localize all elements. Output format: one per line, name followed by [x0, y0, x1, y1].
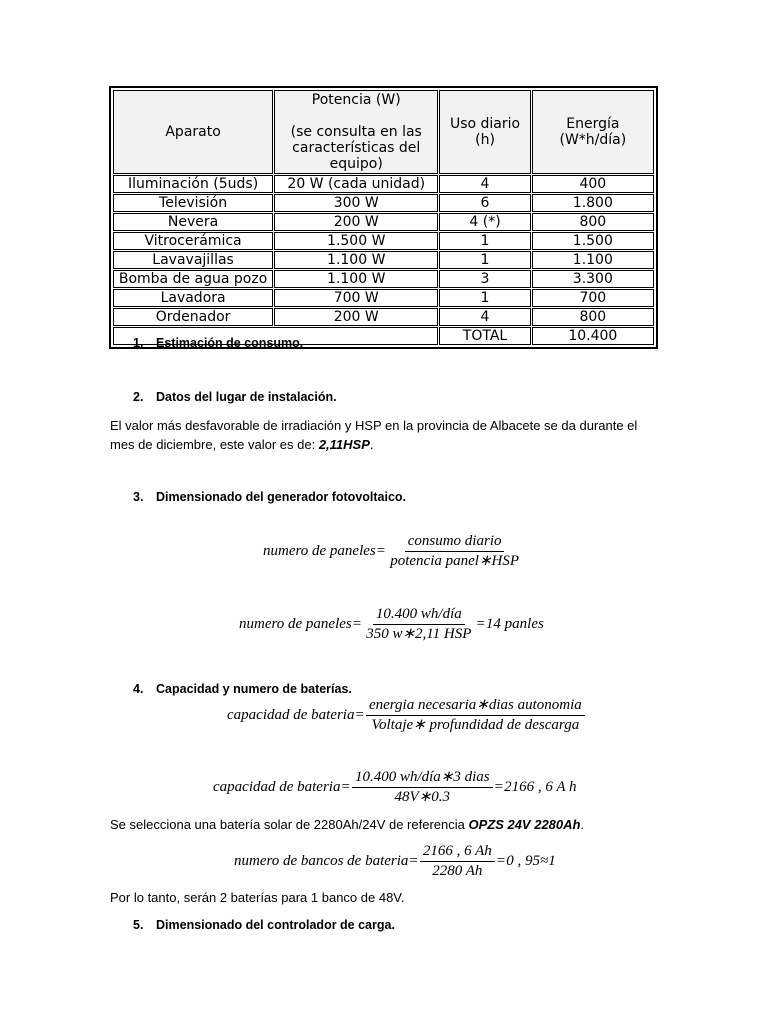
battery-reference: OPZS 24V 2280Ah — [468, 817, 581, 832]
cell-energia: 1.800 — [532, 194, 654, 212]
cell-aparato: Televisión — [113, 194, 273, 212]
cell-potencia: 1.100 W — [274, 270, 438, 288]
cell-uso: 4 (*) — [439, 213, 530, 231]
table-row — [113, 251, 654, 269]
formula-battery-general: capacidad de bateria = $\frac{\text{energia necesaria∗dias autonomia}}{\text{Voltaje∗ profundidad de descarga}}$ — [227, 697, 586, 734]
cell-potencia: 200 W — [274, 213, 438, 231]
cell-energia: 400 — [532, 175, 654, 193]
section-heading-5: 5. Dimensionado del controlador de carga. — [133, 918, 395, 932]
formula-panels-numeric: numero de paneles = $\frac{\text{10.400 wh/día}}{\text{350 w∗2,11 HSP}}$ = 14 panles — [239, 606, 544, 642]
cell-aparato: Ordenador — [113, 308, 273, 326]
section-heading-3: 3. Dimensionado del generador fotovoltaico. — [133, 490, 407, 504]
cell-aparato: Vitrocerámica — [113, 232, 273, 250]
section-heading-4: 4. Capacidad y numero de baterías. — [133, 682, 352, 696]
table-row — [113, 213, 654, 231]
cell-uso: 4 — [439, 308, 530, 326]
cell-potencia: 700 W — [274, 289, 438, 307]
formula-battery-numeric: capacidad de bateria = $\frac{\text{10.400 wh/día∗3 dias}}{48V∗0.3}$ = 2166 , 6 A h — [213, 769, 577, 805]
cell-uso: 6 — [439, 194, 530, 212]
cell-energia: 3.300 — [532, 270, 654, 288]
cell-aparato: Nevera — [113, 213, 273, 231]
irradiation-paragraph: El valor más desfavorable de irradiación y HSP en la provincia de Albacete se da durante el mes de diciembre, este valor es de: 2,11HSP. — [110, 418, 638, 452]
cell-uso: 1 — [439, 232, 530, 250]
hsp-value: 2,11HSP — [318, 437, 370, 452]
section-heading-1: 1. Estimación de consumo. — [133, 336, 304, 350]
cell-uso: 1 — [439, 251, 530, 269]
total-value: 10.400 — [532, 327, 654, 345]
formula-battery-banks: numero de bancos de bateria = $\frac{2166 , 6 Ah}{2280 Ah}$ = 0 , 95≈1 — [234, 843, 556, 879]
total-label: TOTAL — [439, 327, 530, 345]
table-row — [113, 308, 654, 326]
table-row — [113, 289, 654, 307]
formula-panels-general: numero de paneles = $\frac{\text{consumo diario}}{\text{potencia panel∗HSP}}$ — [263, 533, 520, 569]
header-aparato: Aparato — [113, 90, 273, 174]
cell-potencia: 200 W — [274, 308, 438, 326]
cell-energia: 1.100 — [532, 251, 654, 269]
cell-aparato: Lavadora — [113, 289, 273, 307]
cell-energia: 1.500 — [532, 232, 654, 250]
cell-potencia: 1.100 W — [274, 251, 438, 269]
cell-energia: 800 — [532, 213, 654, 231]
cell-aparato: Bomba de agua pozo — [113, 270, 273, 288]
cell-potencia: 20 W (cada unidad) — [274, 175, 438, 193]
table-row — [113, 175, 654, 193]
section-heading-2: 2. Datos del lugar de instalación. — [133, 390, 337, 404]
battery-selection-paragraph: Se selecciona una batería solar de 2280Ah/24V de referencia OPZS 24V 2280Ah. — [110, 817, 585, 832]
conclusion-paragraph: Por lo tanto, serán 2 baterías para 1 banco de 48V. — [110, 890, 405, 905]
cell-aparato: Lavavajillas — [113, 251, 273, 269]
cell-energia: 800 — [532, 308, 654, 326]
table-row — [113, 232, 654, 250]
cell-uso: 1 — [439, 289, 530, 307]
cell-uso: 3 — [439, 270, 530, 288]
header-energia: Energía (W*h/día) — [532, 90, 654, 174]
table-row — [113, 194, 654, 212]
consumption-table — [109, 86, 658, 349]
cell-potencia: 300 W — [274, 194, 438, 212]
cell-energia: 700 — [532, 289, 654, 307]
cell-potencia: 1.500 W — [274, 232, 438, 250]
table-row — [113, 270, 654, 288]
cell-uso: 4 — [439, 175, 530, 193]
cell-aparato: Iluminación (5uds) — [113, 175, 273, 193]
header-potencia: Potencia (W) (se consulta en las características del equipo) — [274, 90, 438, 174]
header-uso-diario: Uso diario (h) — [439, 90, 530, 174]
